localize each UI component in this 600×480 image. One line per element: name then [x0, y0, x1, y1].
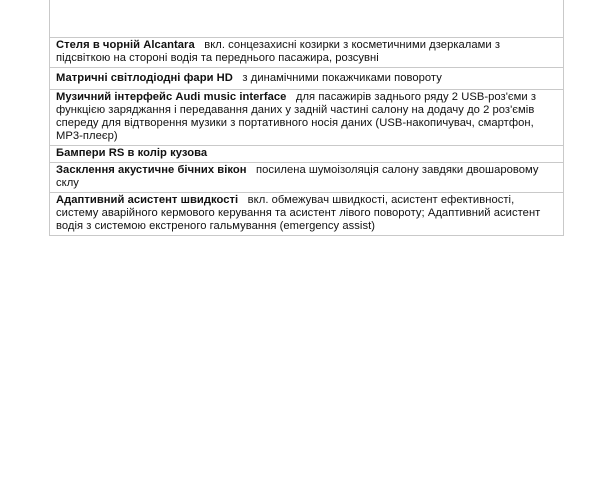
- spec-row-blank: [50, 0, 563, 37]
- spec-row-acoustic-glazing: [50, 162, 563, 192]
- feature-description: посилена шумоізоляція салону завдяки двошаровому склу: [56, 164, 539, 189]
- spec-row-audi-music-interface: [50, 89, 563, 145]
- feature-name: Бампери RS в колір кузова: [56, 147, 208, 159]
- feature-description: вкл. обмежувач швидкості, асистент ефективності, систему аварійного кермового керування та асистент лівого повороту; Адаптивний асистент водія з системою екстреного гальмування (emergency assist): [56, 194, 541, 232]
- feature-description: з динамічними покажчиками повороту: [242, 72, 442, 84]
- feature-name: Матричні світлодіодні фари HD: [56, 72, 233, 84]
- spec-row-alcantara-headliner: [50, 37, 563, 67]
- spec-row-matrix-led-headlights: [50, 67, 563, 89]
- equipment-spec-table: [49, 0, 564, 236]
- feature-description: для пасажирів заднього ряду 2 USB-роз'єми з функцією заряджання і передавання даних у задній частині салону на додачу до 2 роз'ємів спереду для відтворення музики з портативного носія даних (USB-накопичувач, смартфон, MP3-плеєр): [56, 91, 537, 142]
- feature-description: вкл. сонцезахисні козирки з косметичними дзеркалами з підсвіткою на стороні водія та переднього пасажира, розсувні: [56, 39, 501, 64]
- feature-name: Стеля в чорній Alcantara: [56, 39, 195, 51]
- feature-name: Музичний інтерфейс Audi music interface: [56, 91, 287, 103]
- feature-name: Засклення акустичне бічних вікон: [56, 164, 247, 176]
- feature-name: Адаптивний асистент швидкості: [56, 194, 239, 206]
- spec-row-adaptive-speed-assist: [50, 192, 563, 235]
- spec-row-rs-bumpers: [50, 145, 563, 162]
